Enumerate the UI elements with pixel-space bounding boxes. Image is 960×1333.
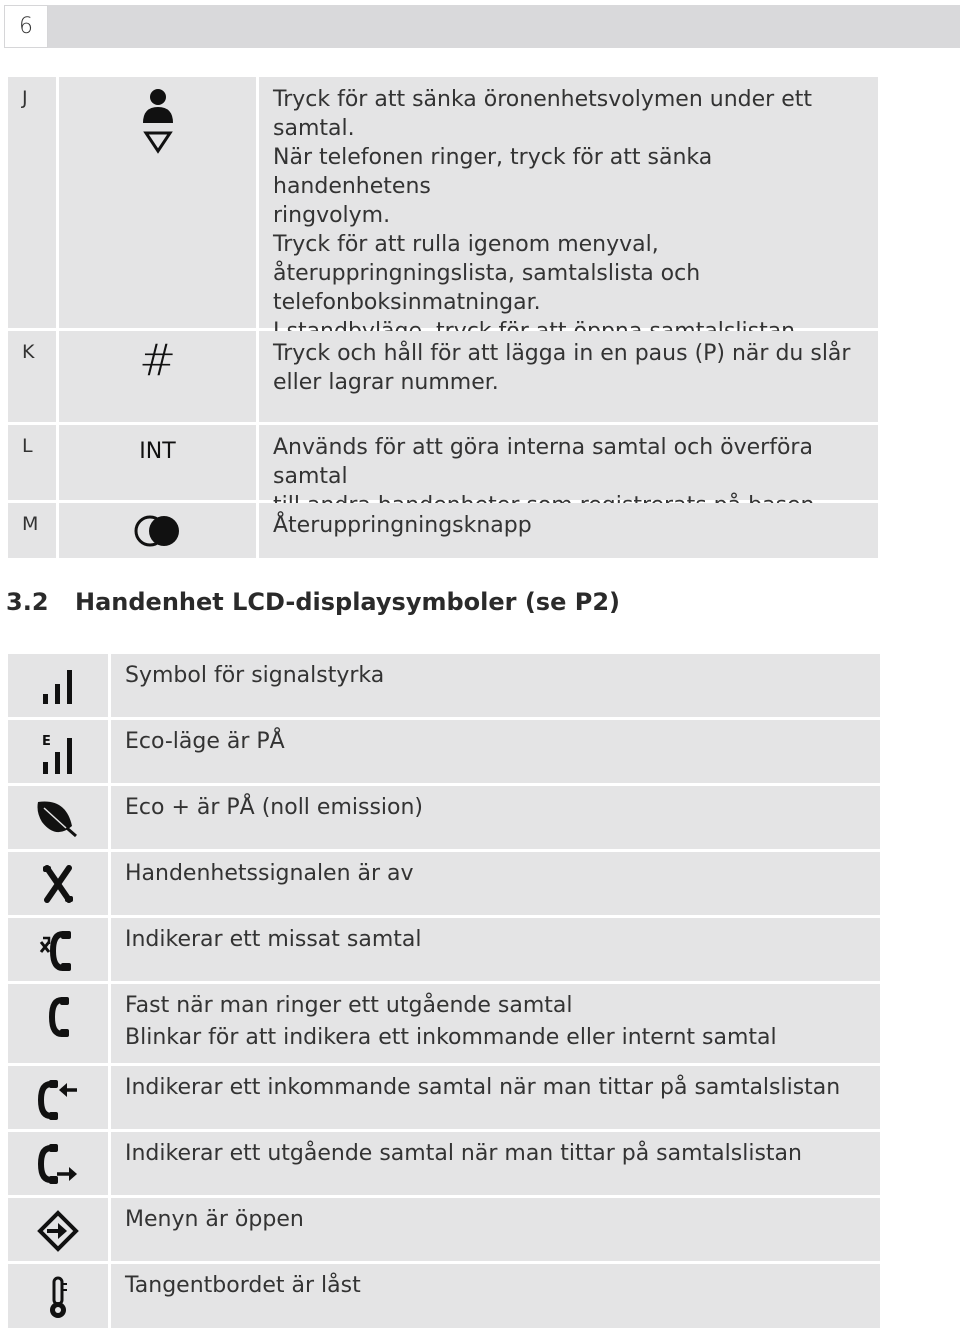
key-row-m — [8, 503, 878, 558]
symbol-row — [8, 654, 880, 717]
eco-plus-leaf-icon — [8, 786, 108, 849]
section-heading — [6, 588, 620, 616]
page-number: 6 — [4, 5, 48, 48]
header-band — [48, 5, 960, 48]
incoming-call-icon — [8, 1066, 108, 1129]
symbol-description: Symbol för signalstyrka — [111, 654, 880, 717]
key-description: Återuppringningsknapp — [259, 503, 878, 558]
phone-icon — [8, 984, 108, 1063]
page-header — [4, 5, 960, 48]
symbol-row — [8, 720, 880, 783]
symbol-description: Indikerar ett inkommande samtal när man tittar på samtalslistan — [111, 1066, 880, 1129]
redial-icon — [59, 503, 256, 558]
key-letter: K — [8, 331, 56, 422]
key-table — [8, 77, 878, 561]
symbol-description: Eco + är PÅ (noll emission) — [111, 786, 880, 849]
menu-open-icon — [8, 1198, 108, 1261]
symbol-row — [8, 1198, 880, 1261]
outgoing-call-icon — [8, 1132, 108, 1195]
symbol-row — [8, 918, 880, 981]
eco-mode-icon — [8, 720, 108, 783]
key-letter: L — [8, 425, 56, 500]
section-title: Handenhet LCD-displaysymboler (se P2) — [75, 588, 620, 616]
symbol-description: Eco-läge är PÅ — [111, 720, 880, 783]
symbol-description: Indikerar ett utgående samtal när man tittar på samtalslistan — [111, 1132, 880, 1195]
hash-key-icon: # — [59, 331, 256, 422]
symbol-row — [8, 1132, 880, 1195]
key-description: Tryck för att sänka öronenhetsvolymen under ett samtal. När telefonen ringer, tryck för att sänka handenhetens ringvolym. Tryck för att rulla igenom menyval, återuppringningslista, samtalslista och telefonboksinmatningar. — [259, 77, 878, 328]
symbol-description: Tangentbordet är låst — [111, 1264, 880, 1328]
key-letter: J — [8, 77, 56, 328]
symbol-row — [8, 984, 880, 1063]
key-row-j — [8, 77, 878, 328]
symbol-row — [8, 1264, 880, 1328]
missed-call-icon — [8, 918, 108, 981]
keypad-locked-icon — [8, 1264, 108, 1328]
symbol-description: Indikerar ett missat samtal — [111, 918, 880, 981]
section-number: 3.2 — [6, 588, 49, 616]
symbol-row — [8, 786, 880, 849]
int-key-icon: INT — [59, 425, 256, 500]
key-row-k — [8, 331, 878, 422]
ringer-off-icon — [8, 852, 108, 915]
symbol-row — [8, 852, 880, 915]
key-letter: M — [8, 503, 56, 558]
symbol-description: Fast när man ringer ett utgående samtal Blinkar för att indikera ett inkommande eller internt samtal — [111, 984, 880, 1063]
svg-text:E: E — [42, 734, 51, 749]
key-description: Används för att göra interna samtal och överföra samtal — [259, 425, 878, 500]
symbol-description: Menyn är öppen — [111, 1198, 880, 1261]
signal-strength-icon — [8, 654, 108, 717]
symbols-table — [8, 654, 880, 1331]
key-row-l — [8, 425, 878, 500]
handset-volume-down-icon — [59, 77, 256, 328]
symbol-row — [8, 1066, 880, 1129]
key-description: Tryck och håll för att lägga in en paus (P) när du slår eller lagrar nummer. — [259, 331, 878, 422]
symbol-description: Handenhetssignalen är av — [111, 852, 880, 915]
